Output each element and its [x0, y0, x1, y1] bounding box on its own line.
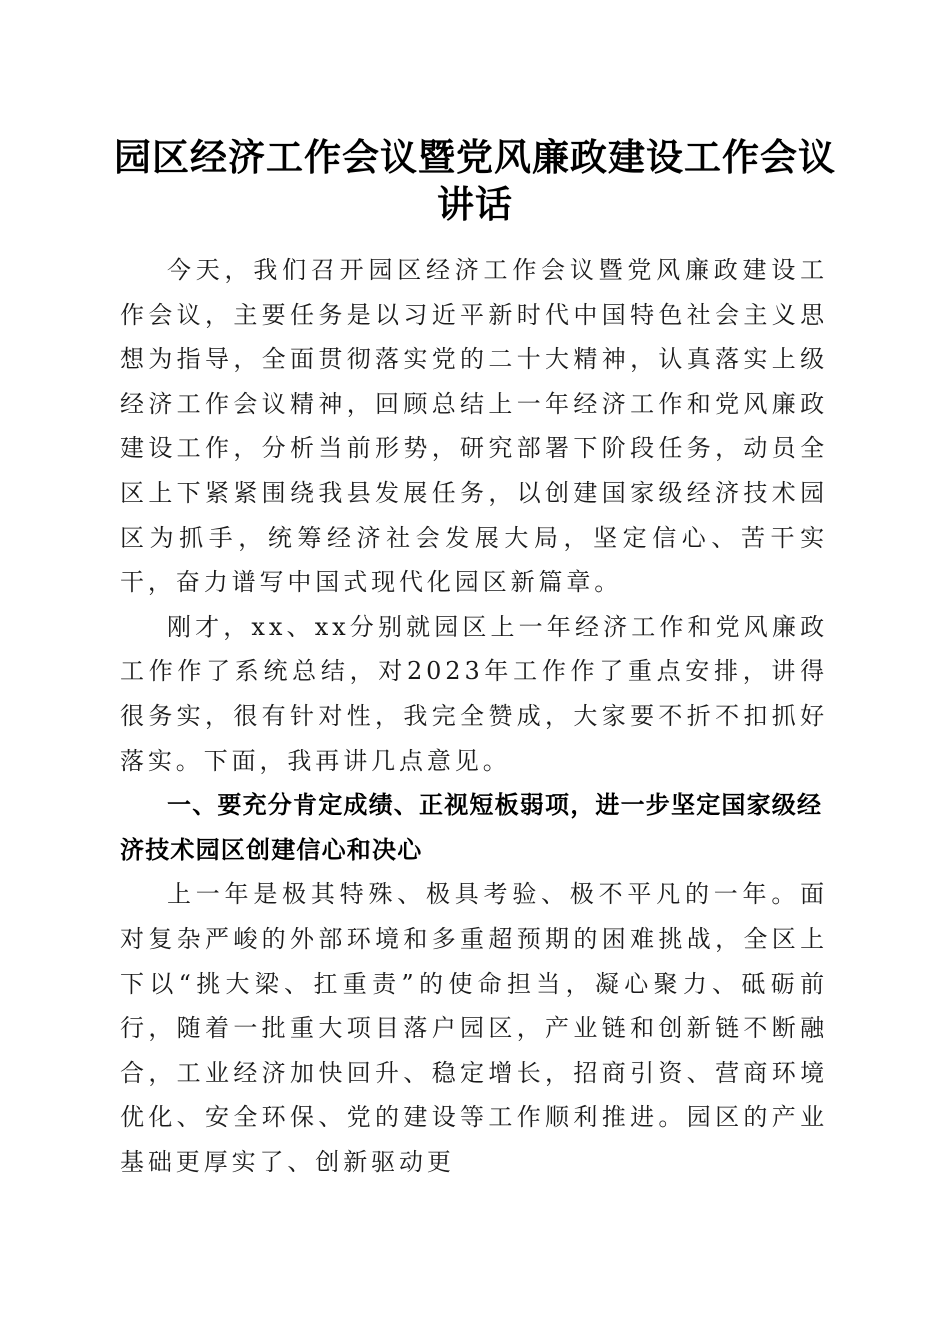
- paragraph-opening: 今天，我们召开园区经济工作会议暨党风廉政建设工作会议，主要任务是以习近平新时代中国特色社会主义思想为指导，全面贯彻落实党的二十大精神，认真落实上级经济工作会议精神，回顾总结上一年经济工作和党风廉政建设工作，分析当前形势，研究部署下阶段任务，动员全区上下紧紧围绕我县发展任务，以创建国家级经济技术园区为抓手，统筹经济社会发展大局，坚定信心、苦干实干，奋力谱写中国式现代化园区新篇章。: [120, 256, 828, 597]
- paragraph-summary: 刚才，xx、xx分别就园区上一年经济工作和党风廉政工作作了系统总结，对2023年工作作了重点安排，讲得很务实，很有针对性，我完全赞成，大家要不折不扣抓好落实。下面，我再讲几点意见。: [120, 612, 828, 775]
- paragraph-review: 上一年是极其特殊、极具考验、极不平凡的一年。面对复杂严峻的外部环境和多重超预期的困难挑战，全区上下以“挑大梁、扛重责”的使命担当，凝心聚力、砥砺前行，随着一批重大项目落户园区，产业链和创新链不断融合，工业经济加快回升、稳定增长，招商引资、营商环境优化、安全环保、党的建设等工作顺利推进。园区的产业基础更厚实了、创新驱动更: [120, 880, 828, 1176]
- section-heading-1: 一、要充分肯定成绩、正视短板弱项，进一步坚定国家级经济技术园区创建信心和决心: [120, 791, 823, 864]
- document-body: [120, 248, 828, 1184]
- document-title: 园区经济工作会议暨党风廉政建设工作会议讲话: [114, 135, 836, 226]
